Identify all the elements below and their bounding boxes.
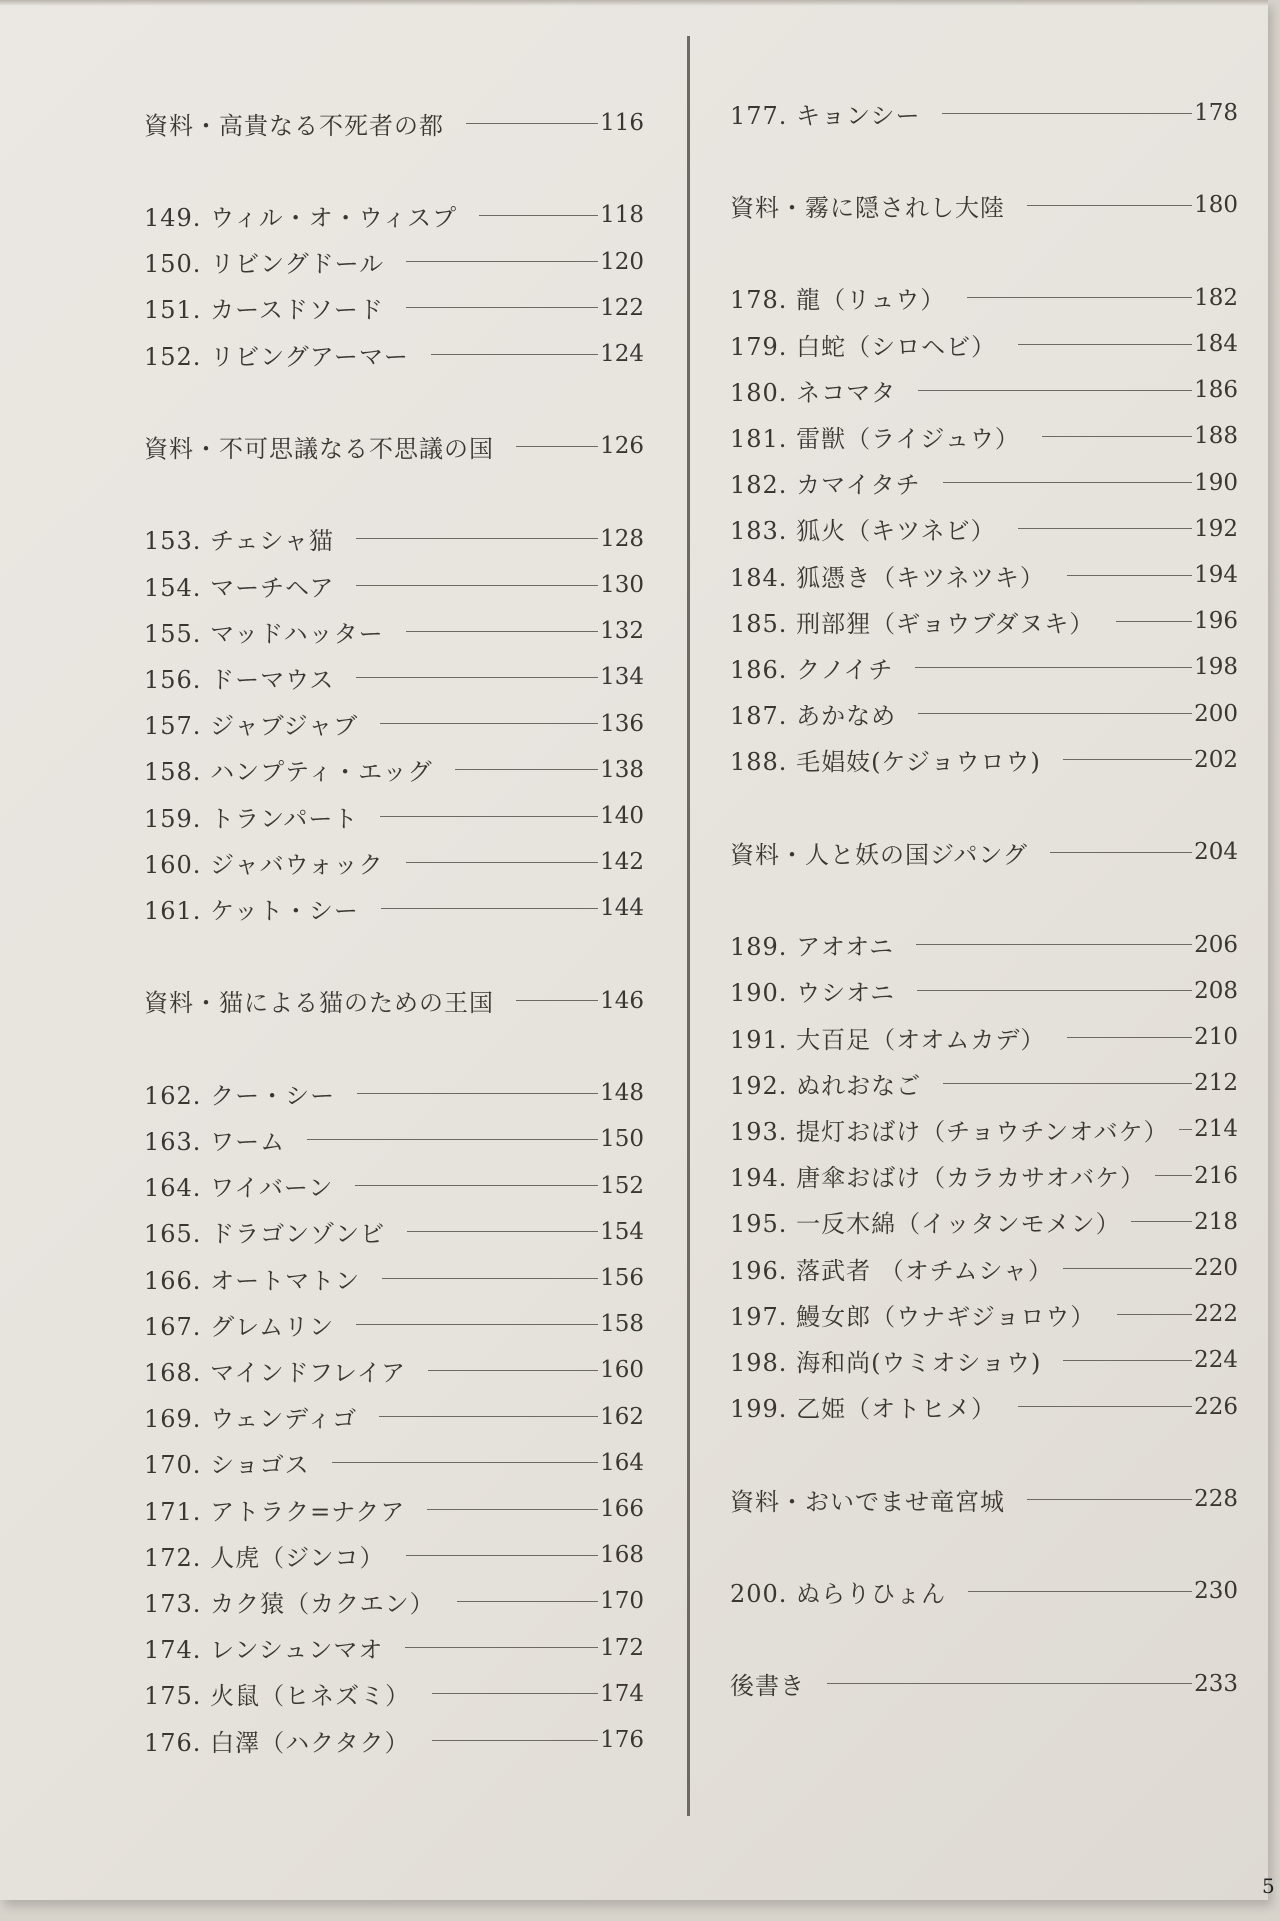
toc-entry: [144, 1631, 644, 1665]
toc-entry-page-number: 130: [600, 572, 644, 598]
dot-leader: [407, 1231, 598, 1232]
dot-leader: [1042, 436, 1192, 437]
dot-leader: [406, 631, 598, 632]
dot-leader: [516, 446, 598, 447]
toc-entry-title: 181. 雷獣（ライジュウ）: [730, 424, 1020, 453]
toc-entry: [144, 614, 644, 648]
dot-leader: [355, 1185, 598, 1186]
dot-leader: [432, 1693, 598, 1694]
toc-entry: [144, 1169, 644, 1203]
toc-entry-title: 175. 火鼠（ヒネズミ）: [144, 1682, 411, 1711]
toc-entry-title: 162. クー・シー: [144, 1081, 336, 1110]
toc-entry: [730, 1667, 1238, 1701]
toc-entry-page-number: 152: [600, 1172, 644, 1199]
dot-leader: [916, 944, 1192, 945]
toc-entry-page-number: 144: [600, 895, 644, 922]
toc-entry-title: 資料・おいでませ竜宮城: [730, 1487, 1005, 1516]
toc-entry: [144, 1122, 644, 1156]
dot-leader: [356, 585, 598, 586]
toc-entry-page-number: 233: [1194, 1670, 1238, 1697]
toc-entry: [144, 1677, 644, 1711]
toc-entry-title: 180. ネコマタ: [730, 378, 897, 407]
toc-entry: [730, 419, 1238, 453]
toc-entry-title: 188. 毛娼妓(ケジョウロウ): [730, 748, 1041, 777]
toc-entry-page-number: 186: [1194, 377, 1238, 404]
toc-entry-page-number: 204: [1194, 839, 1238, 866]
toc-entry-title: 172. 人虎（ジンコ）: [144, 1543, 385, 1572]
toc-entry-title: 173. カク猿（カクエン）: [144, 1589, 435, 1618]
toc-entry-title: 資料・高貴なる不死者の都: [144, 111, 444, 140]
toc-entry-title: 149. ウィル・オ・ウィスプ: [144, 203, 458, 232]
toc-entry-title: 資料・不可思議なる不思議の国: [144, 434, 494, 463]
dot-leader: [918, 390, 1192, 391]
dot-leader: [1027, 1499, 1192, 1500]
toc-entry-page-number: 146: [600, 987, 644, 1014]
toc-entry: [730, 558, 1238, 592]
toc-entry: [144, 753, 644, 787]
toc-entry-title: 資料・人と妖の国ジパング: [730, 840, 1028, 869]
toc-entry: [144, 337, 644, 371]
toc-entry: [730, 512, 1238, 546]
toc-entry-page-number: 134: [600, 664, 644, 691]
toc-entry: [144, 522, 644, 556]
toc-entry-title: 191. 大百足（オオムカデ）: [730, 1025, 1046, 1054]
toc-entry-page-number: 196: [1194, 608, 1238, 635]
toc-entry-title: 171. アトラク=ナクア: [144, 1497, 406, 1526]
toc-entry-title: 157. ジャブジャブ: [144, 712, 359, 741]
toc-entry-title: 176. 白澤（ハクタク）: [144, 1728, 410, 1757]
toc-entry-title: 170. ショゴス: [144, 1451, 310, 1480]
toc-entry: [144, 1446, 644, 1480]
toc-entry-page-number: 164: [600, 1449, 644, 1476]
dot-leader: [455, 769, 598, 770]
toc-entry: [730, 188, 1238, 222]
toc-entry: [144, 660, 644, 694]
toc-entry-page-number: 212: [1194, 1070, 1238, 1097]
toc-entry-page-number: 226: [1194, 1393, 1238, 1420]
toc-entry-title: 159. トランパート: [144, 804, 359, 833]
dot-leader: [1063, 759, 1192, 760]
dot-leader: [1116, 621, 1192, 622]
dot-leader: [431, 354, 598, 355]
toc-entry: [144, 1353, 644, 1387]
toc-entry: [730, 1020, 1238, 1054]
dot-leader: [406, 307, 598, 308]
toc-entry-page-number: 218: [1194, 1208, 1238, 1235]
toc-entry: [730, 1205, 1238, 1239]
dot-leader: [406, 1555, 598, 1556]
toc-entry-page-number: 174: [600, 1680, 644, 1707]
dot-leader: [356, 1324, 598, 1325]
toc-entry-title: 資料・霧に隠されし大陸: [730, 193, 1005, 222]
toc-entry: [730, 1112, 1238, 1146]
toc-entry-page-number: 124: [600, 341, 644, 367]
toc-entry-title: 163. ワーム: [144, 1127, 286, 1156]
dot-leader: [432, 1740, 599, 1741]
toc-entry-page-number: 150: [600, 1126, 644, 1153]
toc-entry-title: 161. ケット・シー: [144, 896, 359, 925]
dot-leader: [479, 215, 598, 216]
toc-entry: [144, 845, 644, 879]
toc-entry: [144, 1492, 644, 1526]
toc-entry-title: 167. グレムリン: [144, 1312, 335, 1341]
toc-entry-title: 192. ぬれおなご: [730, 1071, 922, 1100]
toc-entry-title: 184. 狐憑き（キツネツキ）: [730, 563, 1045, 592]
dot-leader: [332, 1462, 599, 1463]
toc-entry-page-number: 198: [1194, 654, 1238, 681]
toc-entry-title: 199. 乙姫（オトヒメ）: [730, 1395, 997, 1424]
toc-entry: [144, 1076, 644, 1110]
dot-leader: [307, 1139, 598, 1140]
toc-entry: [144, 429, 644, 463]
dot-leader: [1027, 205, 1192, 206]
toc-entry-title: 196. 落武者 （オチムシャ）: [730, 1256, 1054, 1285]
dot-leader: [1050, 852, 1192, 853]
toc-entry: [144, 198, 644, 232]
toc-entry: [730, 327, 1238, 361]
toc-entry: [730, 835, 1238, 869]
toc-entry: [730, 1066, 1238, 1100]
toc-entry-page-number: 210: [1194, 1024, 1238, 1050]
toc-entry-page-number: 162: [600, 1403, 644, 1430]
dot-leader: [1063, 1360, 1192, 1361]
toc-entry: [730, 974, 1238, 1008]
toc-entry-title: 185. 刑部狸（ギョウブダヌキ）: [730, 609, 1095, 638]
toc-entry-title: 193. 提灯おばけ（チョウチンオバケ）: [730, 1117, 1169, 1146]
toc-entry-page-number: 188: [1194, 423, 1238, 450]
toc-entry-title: 164. ワイバーン: [144, 1174, 334, 1203]
toc-entry-title: 183. 狐火（キツネビ）: [730, 517, 996, 546]
dot-leader: [968, 1591, 1192, 1592]
dot-leader: [918, 713, 1192, 714]
toc-entry-title: 198. 海和尚(ウミオショウ): [730, 1348, 1042, 1377]
toc-entry-page-number: 172: [600, 1634, 644, 1661]
toc-entry-page-number: 154: [600, 1218, 644, 1245]
toc-entry-page-number: 202: [1194, 746, 1238, 773]
toc-entry-page-number: 148: [600, 1080, 644, 1107]
toc-entry-title: 155. マッドハッター: [144, 619, 384, 648]
toc-entry-title: 153. チェシャ猫: [144, 527, 334, 556]
dot-leader: [406, 261, 598, 262]
toc-entry-title: 158. ハンプティ・エッグ: [144, 758, 433, 787]
toc-entry-title: 197. 鰻女郎（ウナギジョロウ）: [730, 1302, 1096, 1331]
toc-entry-page-number: 168: [600, 1542, 644, 1569]
dot-leader: [457, 1601, 599, 1602]
toc-entry: [144, 1400, 644, 1434]
dot-leader: [380, 723, 598, 724]
toc-entry-page-number: 122: [600, 294, 644, 321]
toc-entry-title: 194. 唐傘おばけ（カラカサオバケ）: [730, 1164, 1146, 1193]
dot-leader: [1067, 575, 1192, 576]
toc-entry: [144, 707, 644, 741]
dot-leader: [466, 123, 598, 124]
dot-leader: [356, 538, 598, 539]
toc-entry-title: 195. 一反木綿（イッタンモメン）: [730, 1210, 1121, 1239]
dot-leader: [967, 297, 1192, 298]
toc-entry-title: 168. マインドフレイア: [144, 1358, 406, 1387]
dot-leader: [427, 1509, 598, 1510]
toc-entry: [144, 1538, 644, 1572]
dot-leader: [357, 1093, 598, 1094]
dot-leader: [1018, 344, 1192, 345]
toc-entry-title: 200. ぬらりひょん: [730, 1579, 947, 1608]
toc-entry: [730, 1297, 1238, 1331]
toc-entry-page-number: 176: [600, 1727, 644, 1753]
dot-leader: [380, 816, 598, 817]
toc-entry: [730, 604, 1238, 638]
dot-leader: [943, 482, 1193, 483]
toc-entry-title: 169. ウェンディゴ: [144, 1405, 358, 1434]
toc-entry-page-number: 228: [1194, 1486, 1238, 1512]
toc-entry: [144, 1584, 644, 1618]
toc-entry: [144, 1215, 644, 1249]
toc-entry: [144, 1307, 644, 1341]
toc-entry-title: 151. カースドソード: [144, 296, 384, 325]
toc-entry: [730, 1343, 1238, 1377]
toc-entry-page-number: 142: [600, 849, 644, 876]
toc-entry-title: 156. ドーマウス: [144, 665, 335, 694]
page-edge-shadow: [0, 0, 1268, 6]
toc-entry-page-number: 158: [600, 1311, 644, 1338]
toc-entry-title: 資料・猫による猫のための王国: [144, 989, 494, 1018]
toc-entry-page-number: 132: [600, 618, 644, 645]
toc-entry-page-number: 140: [600, 803, 644, 829]
toc-entry-page-number: 184: [1194, 331, 1238, 357]
toc-entry: [730, 373, 1238, 407]
dot-leader: [381, 908, 598, 909]
toc-entry: [730, 650, 1238, 684]
dot-leader: [406, 862, 598, 863]
toc-entry-page-number: 230: [1194, 1578, 1238, 1605]
toc-entry: [730, 928, 1238, 962]
toc-entry-title: 190. ウシオニ: [730, 979, 896, 1008]
toc-entry-page-number: 190: [1194, 469, 1238, 496]
toc-entry-page-number: 138: [600, 756, 644, 783]
toc-entry: [144, 799, 644, 833]
toc-entry-title: 179. 白蛇（シロヘビ）: [730, 332, 997, 361]
toc-entry-page-number: 206: [1194, 931, 1238, 958]
toc-entry-page-number: 128: [600, 525, 644, 552]
dot-leader: [1018, 1406, 1192, 1407]
toc-entry-page-number: 194: [1194, 562, 1238, 588]
toc-entry-title: 182. カマイタチ: [730, 471, 921, 500]
dot-leader: [382, 1278, 598, 1279]
toc-entry-title: 178. 龍（リュウ）: [730, 286, 946, 315]
toc-entry: [730, 697, 1238, 731]
toc-entry-page-number: 200: [1194, 700, 1238, 727]
toc-entry-page-number: 160: [600, 1357, 644, 1384]
toc-entry: [144, 106, 644, 140]
dot-leader: [827, 1683, 1192, 1684]
toc-entry: [144, 291, 644, 325]
toc-entry-title: 160. ジャバウォック: [144, 850, 384, 879]
toc-entry-page-number: 208: [1194, 977, 1238, 1004]
toc-entry-page-number: 136: [600, 710, 644, 737]
toc-entry-page-number: 182: [1194, 284, 1238, 311]
toc-entry-page-number: 180: [1194, 192, 1238, 219]
toc-entry: [730, 1482, 1238, 1516]
column-divider: [687, 36, 690, 1816]
toc-entry: [144, 245, 644, 279]
toc-entry: [730, 1390, 1238, 1424]
dot-leader: [1155, 1175, 1192, 1176]
dot-leader: [379, 1416, 598, 1417]
toc-entry-page-number: 178: [1194, 100, 1238, 126]
toc-entry: [730, 96, 1238, 130]
toc-entry-title: 166. オートマトン: [144, 1266, 361, 1295]
dot-leader: [405, 1647, 598, 1648]
toc-entry: [730, 743, 1238, 777]
toc-entry-title: 187. あかなめ: [730, 702, 897, 731]
dot-leader: [1179, 1129, 1192, 1130]
toc-entry: [730, 1574, 1238, 1608]
toc-entry: [144, 984, 644, 1018]
toc-entry-page-number: 214: [1194, 1116, 1238, 1143]
dot-leader: [516, 1000, 598, 1001]
toc-entry-page-number: 116: [600, 110, 644, 136]
dot-leader: [917, 990, 1192, 991]
dot-leader: [1131, 1221, 1193, 1222]
toc-entry: [730, 1251, 1238, 1285]
page-corner-mark: 5: [1262, 1874, 1275, 1898]
dot-leader: [1067, 1037, 1192, 1038]
toc-entry-page-number: 224: [1194, 1347, 1238, 1374]
toc-entry-page-number: 118: [600, 202, 644, 229]
dot-leader: [915, 667, 1192, 668]
toc-entry-title: 154. マーチヘア: [144, 573, 335, 602]
toc-entry-page-number: 156: [600, 1265, 644, 1291]
dot-leader: [943, 1083, 1192, 1084]
toc-entry-page-number: 192: [1194, 515, 1238, 542]
dot-leader: [356, 677, 598, 678]
toc-entry: [144, 1261, 644, 1295]
toc-entry-title: 186. クノイチ: [730, 655, 894, 684]
toc-entry: [730, 466, 1238, 500]
toc-entry-page-number: 126: [600, 433, 644, 460]
dot-leader: [1117, 1314, 1192, 1315]
toc-entry-page-number: 216: [1194, 1162, 1238, 1189]
dot-leader: [1018, 528, 1193, 529]
toc-entry-page-number: 120: [600, 248, 644, 275]
toc-entry-page-number: 222: [1194, 1301, 1238, 1328]
toc-entry-title: 165. ドラゴンゾンビ: [144, 1220, 386, 1249]
toc-entry: [730, 281, 1238, 315]
dot-leader: [428, 1370, 598, 1371]
toc-entry: [144, 1723, 644, 1757]
toc-entry: [144, 891, 644, 925]
toc-entry-title: 150. リビングドール: [144, 250, 385, 279]
toc-entry-title: 174. レンシュンマオ: [144, 1636, 384, 1665]
toc-entry-page-number: 220: [1194, 1255, 1238, 1281]
toc-entry: [144, 568, 644, 602]
toc-entry-title: 189. アオオニ: [730, 933, 895, 962]
toc-entry: [730, 1159, 1238, 1193]
toc-entry-page-number: 170: [600, 1588, 644, 1615]
toc-entry-title: 後書き: [730, 1672, 805, 1701]
dot-leader: [942, 113, 1192, 114]
toc-entry-title: 152. リビングアーマー: [144, 342, 409, 371]
toc-entry-title: 177. キョンシー: [730, 101, 921, 130]
toc-entry-page-number: 166: [600, 1496, 644, 1522]
dot-leader: [1063, 1268, 1192, 1269]
